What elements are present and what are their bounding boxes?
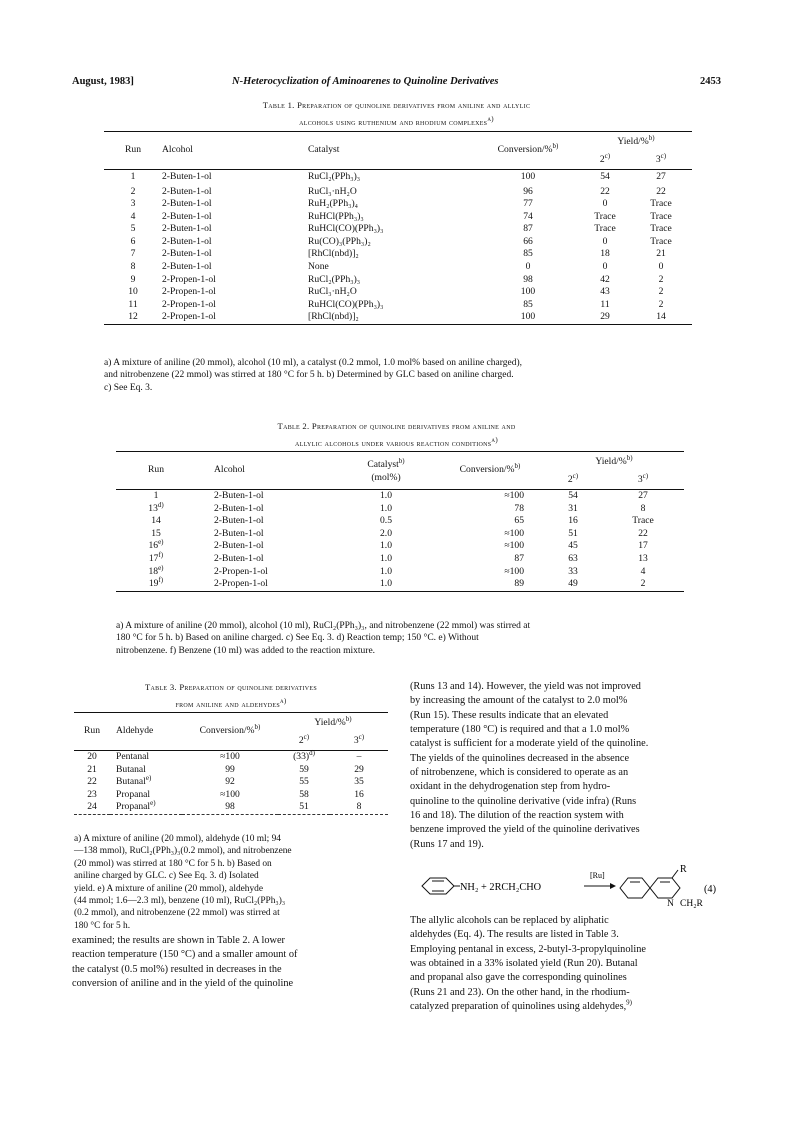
table2-header-catalyst: Catalyst$^{b)}$ (mol%) (367, 456, 405, 483)
right-column-text-a (410, 680, 722, 852)
table-row (104, 299, 692, 312)
table1-caption (120, 97, 673, 131)
cell-aldehyde: Propanal (116, 788, 151, 800)
cell-catalyst-mol: 1.0 (380, 502, 392, 514)
cell-alcohol: 2-Propen-1-ol (162, 311, 216, 323)
table2-footnotes (116, 620, 706, 657)
cell-catalyst: RuHCl(CO)(PPh₃)₃ (308, 298, 384, 310)
text-line: aldehydes (Eq. 4). The results are listed in Table 3. (410, 929, 619, 941)
cell-run: 7 (130, 248, 136, 260)
cell-yield-3: 8 (640, 502, 646, 514)
cell-run: 15 (151, 527, 161, 539)
cell-yield-3: Trace (650, 223, 672, 235)
cell-aldehyde: Pentanal (116, 751, 150, 762)
table3-header-run: Run (84, 725, 100, 737)
cell-yield-3: 27 (638, 490, 648, 501)
table3-header-aldehyde: Aldehyde (116, 725, 154, 737)
cell-conversion: 78 (514, 502, 524, 514)
table1-header-run: Run (125, 144, 141, 156)
table1-caption-line2: alcohols using ruthenium and rhodium complexes$^{a)}$ (299, 115, 494, 127)
cell-yield-2: 0 (602, 235, 608, 247)
cell-yield-2: 51 (568, 527, 578, 539)
cell-run: 19$^{f)}$ (148, 575, 164, 590)
cell-alcohol: 2-Propen-1-ol (162, 298, 216, 310)
table-row (104, 248, 692, 261)
equation-number: (4) (704, 884, 717, 895)
cell-conversion: 87 (523, 223, 533, 235)
cell-alcohol: 2-Buten-1-ol (162, 171, 212, 183)
text-line: catalyst is sufficient for a moderate yield of the quinoline. (410, 738, 649, 750)
cell-yield-2: 0 (602, 198, 608, 210)
cell-conversion: 85 (523, 298, 533, 310)
cell-alcohol: 2-Buten-1-ol (162, 248, 212, 260)
table3-footnote-line: 180 °C for 5 h. (74, 920, 131, 931)
table2-footnote-line: a) A mixture of aniline (20 mmol), alcohol (10 ml), RuCl₂(PPh₃)₃, and nitrobenzene (22 mmol) was stirred at (116, 621, 531, 631)
text-line: of nitrobenzene, which is considered to operate as an (410, 767, 629, 779)
text-line: (Run 15). These results indicate that an elevated (410, 709, 609, 721)
cell-yield-3: 27 (656, 171, 666, 183)
cell-yield-3: 21 (656, 248, 666, 260)
table-row (116, 515, 684, 528)
cell-alcohol: 2-Buten-1-ol (162, 210, 212, 222)
cell-yield-2: 11 (600, 298, 610, 310)
cell-yield-3: 17 (638, 540, 648, 552)
cell-yield-2: 22 (600, 185, 610, 197)
table-row (74, 764, 388, 777)
table-row (116, 553, 684, 566)
cell-conversion: 74 (523, 210, 533, 222)
cell-catalyst: RuCl₃·nH₂O (308, 286, 357, 298)
cell-conversion: 99 (225, 763, 235, 775)
cell-alcohol: 2-Buten-1-ol (162, 185, 212, 197)
cell-yield-3: 2 (658, 286, 664, 298)
cell-catalyst: RuCl₂(PPh₃)₃ (308, 273, 361, 285)
table1-header-y2: 2$^{c)}$ (599, 152, 611, 166)
benzene-ring-icon (422, 878, 454, 894)
text-line: the catalyst (0.5 mol%) resulted in decreases in the (72, 963, 282, 975)
table2-caption-line1: Table 2. Preparation of quinoline derivatives from aniline and (277, 421, 516, 431)
cell-alcohol: 2-Buten-1-ol (162, 198, 212, 210)
cell-conversion: ≈100 (504, 527, 524, 539)
cell-yield-2: 16 (568, 515, 578, 527)
table1-footnotes (104, 357, 704, 394)
cell-run: 12 (128, 311, 138, 323)
table2-header-alcohol: Alcohol (214, 464, 245, 476)
cell-run: 16$^{e)}$ (148, 538, 164, 552)
table3-footnote-line: (20 mmol) was stirred at 180 °C for 5 h. b) Based on (74, 858, 272, 869)
cell-alcohol: 2-Buten-1-ol (214, 502, 264, 514)
table-row (74, 776, 388, 789)
cell-catalyst-mol: 2.0 (380, 527, 392, 539)
table-row (104, 170, 692, 186)
cell-yield-2: 59 (299, 763, 309, 775)
table2-caption-line2: allylic alcohols under various reaction conditions$^{a)}$ (295, 436, 498, 448)
cell-aldehyde: Butanal (116, 763, 146, 775)
cell-conversion: 98 (523, 273, 533, 285)
table3-caption (72, 679, 390, 713)
cell-conversion: 100 (520, 171, 536, 183)
cell-run: 4 (130, 210, 136, 222)
equation-ch2r-label: CH₂R (680, 899, 703, 909)
cell-run: 13$^{d)}$ (148, 500, 164, 514)
cell-run: 22 (87, 776, 97, 788)
right-column-text-b (410, 914, 722, 1014)
table3-footnote-line: yield. e) A mixture of aniline (20 mmol), aldehyde (74, 883, 264, 894)
header-title: N-Heterocyclization of Aminoarenes to Quinoline Derivatives (232, 76, 499, 87)
cell-catalyst: RuCl₃·nH₂O (308, 185, 357, 197)
table3-header-conversion: Conversion/%$^{b)}$ (199, 723, 261, 737)
cell-alcohol: 2-Buten-1-ol (162, 261, 212, 273)
cell-yield-2: 29 (600, 311, 610, 323)
cell-yield-2: 0 (602, 261, 608, 273)
cell-conversion: 85 (523, 248, 533, 260)
cell-catalyst-mol: 1.0 (380, 578, 392, 590)
table-row (104, 198, 692, 211)
cell-yield-2: 45 (568, 540, 578, 552)
cell-conversion: 0 (525, 261, 531, 273)
table-row (116, 503, 684, 516)
cell-yield-2: 55 (299, 776, 309, 788)
cell-alcohol: 2-Propen-1-ol (162, 273, 216, 285)
text-line: catalyzed preparation of quinolines using aldehydes,$^{9)}$ (410, 998, 633, 1013)
cell-yield-2: Trace (594, 210, 616, 222)
table-row (104, 261, 692, 274)
cell-conversion: 87 (514, 552, 524, 564)
cell-alcohol: 2-Buten-1-ol (214, 552, 264, 564)
cell-yield-2: 63 (568, 552, 578, 564)
table-row (104, 286, 692, 299)
cell-alcohol: 2-Buten-1-ol (214, 540, 264, 552)
equation-catalyst: [Ru] (590, 871, 605, 880)
cell-catalyst: RuCl₂(PPh₃)₃ (308, 171, 361, 183)
cell-catalyst: None (308, 261, 329, 273)
cell-yield-3: 13 (638, 552, 648, 564)
cell-aldehyde: Propanal$^{e)}$ (116, 799, 156, 813)
text-line: and propanal also gave the corresponding quinolines (410, 972, 627, 984)
cell-alcohol: 2-Buten-1-ol (214, 490, 264, 501)
cell-yield-2: 18 (600, 248, 610, 260)
cell-alcohol: 2-Propen-1-ol (214, 578, 268, 590)
table2-footnote-line: nitrobenzene. f) Benzene (10 ml) was added to the reaction mixture. (116, 645, 376, 656)
table-row (116, 490, 684, 503)
cell-run: 2 (130, 185, 136, 197)
table1-footnote-line: c) See Eq. 3. (104, 382, 153, 393)
cell-yield-3: Trace (650, 210, 672, 222)
table1-caption-line1: Table 1. Preparation of quinoline derivatives from aniline and allylic (262, 100, 531, 110)
cell-yield-2: 42 (600, 273, 610, 285)
equation-structure (410, 864, 722, 912)
cell-yield-3: 2 (640, 578, 646, 590)
cell-run: 9 (130, 273, 136, 285)
header-date: August, 1983] (72, 76, 134, 87)
cell-conversion: 100 (520, 286, 536, 298)
cell-yield-2: 58 (299, 788, 309, 800)
cell-conversion: 65 (514, 515, 524, 527)
table3-footnote-line: aniline charged by GLC. c) See Eq. 3. d) Isolated (74, 871, 259, 882)
table2-header-y2: 2$^{c)}$ (567, 472, 579, 486)
cell-aldehyde: Butanal$^{e)}$ (116, 774, 152, 788)
cell-run: 10 (128, 286, 138, 298)
cell-conversion: ≈100 (504, 565, 524, 577)
table3-header-y2: 2$^{c)}$ (298, 733, 310, 747)
table1-footnote-line: and nitrobenzene (22 mmol) was stirred at 180 °C for 5 h. b) Determined by GLC based on aniline charged. (104, 370, 514, 381)
cell-yield-3: 8 (356, 801, 362, 813)
cell-run: 6 (130, 235, 136, 247)
cell-yield-2: 51 (299, 801, 309, 813)
cell-yield-2: Trace (594, 223, 616, 235)
table3-caption-line1: Table 3. Preparation of quinoline derivatives (144, 682, 318, 692)
table3-footnotes (74, 833, 390, 932)
text-line: (Runs 21 and 23). On the other hand, in the rhodium- (410, 986, 630, 998)
cell-catalyst: RuHCl(PPh₃)₃ (308, 210, 364, 222)
equation-4 (410, 864, 722, 912)
cell-yield-3: 0 (658, 261, 664, 273)
cell-yield-2: $(33)^{d)}$ (293, 748, 315, 762)
cell-conversion: 66 (523, 235, 533, 247)
table3-body (74, 748, 388, 815)
cell-alcohol: 2-Propen-1-ol (162, 286, 216, 298)
cell-yield-3: Trace (650, 235, 672, 247)
cell-yield-2: 54 (568, 490, 578, 501)
table-row (104, 186, 692, 199)
equation-n-label: N (667, 899, 674, 909)
cell-yield-3: 29 (354, 763, 364, 775)
table2-header-y3: 3$^{c)}$ (637, 472, 649, 486)
table2-caption (150, 418, 643, 452)
text-line: temperature (180 °C) is required and that a 1.0 mol% (410, 724, 630, 736)
cell-conversion: 89 (514, 578, 524, 590)
cell-run: 14 (151, 515, 161, 527)
table3-footnote-line: (44 mmol; 1.6—2.3 ml), benzene (10 ml), RuCl₂(PPh₃)₃ (74, 896, 286, 907)
table-row (74, 801, 388, 814)
table1-header-yield: Yield/%$^{b)}$ (617, 133, 655, 147)
cell-yield-2: 49 (568, 578, 578, 590)
table3-footnote-line: —138 mmol), RuCl₂(PPh₃)₃(0.2 mmol), and nitrobenzene (74, 846, 292, 857)
cell-catalyst-mol: 1.0 (380, 565, 392, 577)
left-column-text (72, 934, 390, 991)
cell-conversion: 96 (523, 185, 533, 197)
table3-caption-line2: from aniline and aldehydes$^{a)}$ (175, 697, 287, 709)
cell-run: 1 (130, 171, 136, 183)
cell-conversion: 77 (523, 198, 533, 210)
cell-run: 17$^{f)}$ (148, 550, 164, 564)
text-line: 16 and 18). The dilution of the reaction system with (410, 810, 624, 822)
cell-catalyst: Ru(CO)₃(PPh₃)₂ (308, 235, 371, 247)
table3-header-y3: 3$^{c)}$ (353, 733, 365, 747)
table-row (116, 540, 684, 553)
table-row (104, 311, 692, 324)
cell-catalyst-mol: 0.5 (380, 515, 392, 527)
cell-run: 8 (130, 261, 136, 273)
cell-yield-3: 2 (658, 273, 664, 285)
cell-catalyst: RuHCl(CO)(PPh₃)₃ (308, 223, 384, 235)
cell-alcohol: 2-Buten-1-ol (214, 527, 264, 539)
table3 (74, 712, 388, 815)
table-row (74, 751, 388, 764)
cell-catalyst: [RhCl(nbd)]₂ (308, 248, 359, 260)
cell-yield-3: 16 (354, 788, 364, 800)
cell-catalyst: [RhCl(nbd)]₂ (308, 311, 359, 323)
text-line: quinoline to the quinoline derivative (vide infra) (Runs (410, 795, 637, 807)
table-row (74, 789, 388, 802)
table2-footnote-line: 180 °C for 5 h. b) Based on aniline charged. c) See Eq. 3. d) Reaction temp; 150 °C. e) Without (116, 633, 479, 644)
table3-header-yield: Yield/%$^{b)}$ (314, 714, 352, 728)
text-line: Employing pentanal in excess, 2-butyl-3-propylquinoline (410, 943, 646, 955)
text-line: benzene improved the yield of the quinoline derivatives (410, 824, 640, 836)
text-line: (Runs 17 and 19). (410, 838, 484, 850)
cell-conversion: 92 (225, 776, 235, 788)
text-line: reaction temperature (150 °C) and a smaller amount of (72, 949, 298, 961)
cell-yield-3: 4 (640, 565, 646, 577)
cell-alcohol: 2-Buten-1-ol (162, 235, 212, 247)
table2-header-conversion: Conversion/%$^{b)}$ (459, 462, 521, 476)
text-line: examined; the results are shown in Table 2. A lower (72, 935, 285, 946)
cell-conversion: 100 (520, 311, 536, 323)
table-row (104, 274, 692, 287)
cell-run: 20 (87, 751, 97, 762)
cell-yield-3: Trace (632, 515, 654, 527)
table1 (104, 131, 692, 325)
cell-catalyst: RuH₂(PPh₃)₄ (308, 198, 359, 210)
cell-yield-2: 31 (568, 502, 578, 514)
cell-catalyst-mol: 1.0 (380, 552, 392, 564)
table1-footnote-line: a) A mixture of aniline (20 mmol), alcohol (10 ml), a catalyst (0.2 mmol, 1.0 mol% based on aniline charged), (104, 358, 522, 368)
table-row (116, 578, 684, 591)
cell-alcohol: 2-Propen-1-ol (214, 565, 268, 577)
cell-run: 24 (87, 801, 97, 813)
text-line: The yields of the quinolines decreased in the absence (410, 752, 630, 764)
cell-yield-2: 43 (600, 286, 610, 298)
table1-header-catalyst: Catalyst (308, 144, 340, 156)
cell-yield-2: 33 (568, 565, 578, 577)
table-row (116, 528, 684, 541)
table1-header-y3: 3$^{c)}$ (655, 152, 667, 166)
cell-run: 23 (87, 788, 97, 800)
cell-conversion: 98 (225, 801, 235, 813)
equation-r-label: R (680, 864, 687, 875)
table3-footnote-line: a) A mixture of aniline (20 mmol), aldehyde (10 ml; 94 (74, 834, 281, 844)
cell-run: 1 (153, 490, 159, 501)
table-row (104, 223, 692, 236)
cell-yield-3: 22 (638, 527, 648, 539)
cell-yield-2: 54 (600, 171, 610, 183)
table-row (116, 566, 684, 579)
cell-conversion: ≈100 (504, 490, 524, 501)
cell-run: 21 (87, 763, 97, 775)
table2-header-run: Run (148, 464, 164, 476)
table2-body (116, 490, 684, 592)
table1-body (104, 170, 692, 325)
cell-alcohol: 2-Buten-1-ol (214, 515, 264, 527)
equation-lhs: NH₂ + 2RCH₂CHO (460, 882, 542, 893)
cell-run: 18$^{e)}$ (148, 563, 164, 577)
table2-header-yield: Yield/%$^{b)}$ (595, 453, 633, 467)
quinoline-ring-icon (620, 878, 680, 898)
cell-run: 5 (130, 223, 136, 235)
cell-run: 11 (128, 298, 138, 310)
text-line: by increasing the amount of the catalyst to 2.0 mol% (410, 695, 628, 707)
cell-conversion: ≈100 (220, 751, 240, 762)
table1-header-alcohol: Alcohol (162, 144, 193, 156)
text-line: conversion of aniline and in the yield of the quinoline (72, 978, 294, 990)
cell-yield-3: 2 (658, 298, 664, 310)
table1-header-conversion: Conversion/%$^{b)}$ (497, 142, 559, 156)
table2 (116, 451, 684, 592)
header-page-number: 2453 (700, 76, 721, 87)
cell-conversion: ≈100 (504, 540, 524, 552)
text-line: oxidant in the dehydrogenation step from hydro- (410, 781, 611, 793)
cell-conversion: ≈100 (220, 788, 240, 800)
text-line: (Runs 13 and 14). However, the yield was not improved (410, 681, 641, 692)
text-line: The allylic alcohols can be replaced by aliphatic (410, 915, 609, 926)
cell-alcohol: 2-Buten-1-ol (162, 223, 212, 235)
cell-yield-3: – (356, 751, 362, 762)
cell-yield-3: 35 (354, 776, 364, 788)
table3-footnote-line: (0.2 mmol), and nitrobenzene (22 mmol) was stirred at (74, 908, 280, 919)
text-line: was obtained in a 33% isolated yield (Run 20). Butanal (410, 958, 638, 970)
cell-yield-3: Trace (650, 198, 672, 210)
cell-catalyst-mol: 1.0 (380, 490, 392, 501)
cell-catalyst-mol: 1.0 (380, 540, 392, 552)
table-row (104, 236, 692, 249)
cell-yield-3: 14 (656, 311, 666, 323)
table-row (104, 211, 692, 224)
cell-run: 3 (130, 198, 136, 210)
cell-yield-3: 22 (656, 185, 666, 197)
